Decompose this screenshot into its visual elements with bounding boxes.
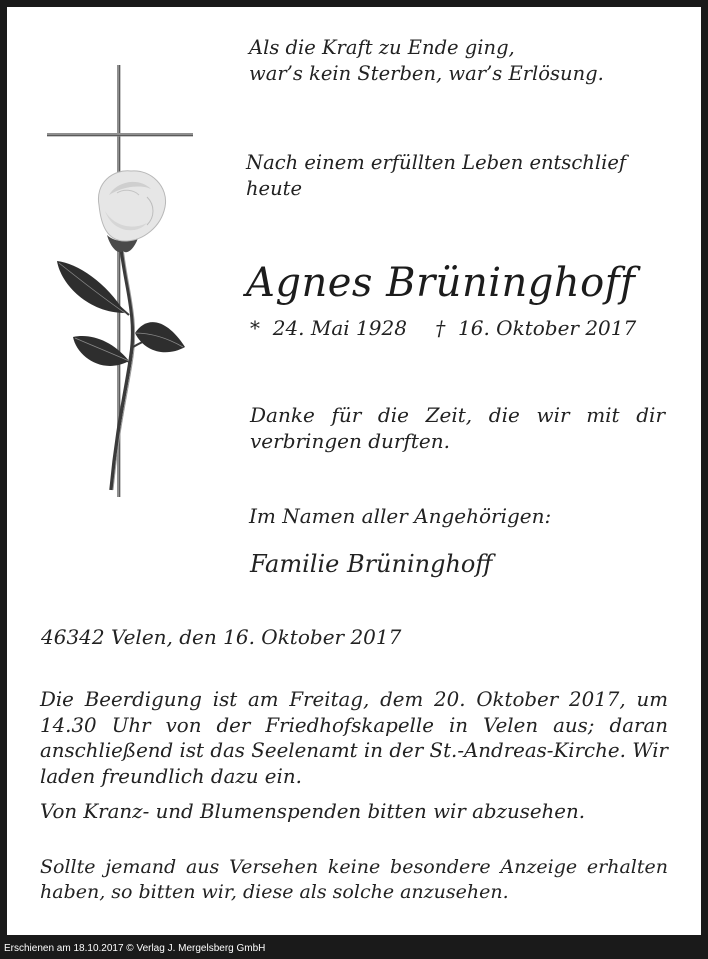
death-symbol: † [435,316,446,340]
death-date: 16. Oktober 2017 [458,316,637,340]
funeral-info: Die Beerdigung ist am Freitag, dem 20. Oktober 2017, um 14.30 Uhr von der Friedhofskapelle in Velen aus; daran anschließend ist das Seelenamt in der St.-Andreas-Kirche. Wir laden freundlich dazu ein. [40,688,668,788]
quote-line-2: war’s kein Sterben, war’s Erlösung. [249,62,604,85]
deceased-name: Agnes Brüninghoff [246,260,636,306]
intro-line-1: Nach einem erfüllten Leben entschlief [246,151,627,174]
cross-rose-emblem [47,65,197,505]
obituary-notice [7,7,701,935]
notice-note: Sollte jemand aus Versehen keine besondere Anzeige erhalten haben, so bitten wir, diese als solche anzusehen. [40,856,668,903]
quote-line-1: Als die Kraft zu Ende ging, [249,36,515,59]
intro-line-2: heute [246,177,303,200]
family-signature: Familie Brüninghoff [250,550,493,578]
rose-icon [57,171,185,490]
on-behalf-text: Im Namen aller Angehörigen: [249,504,552,528]
life-dates [250,315,636,341]
thanks-text: Danke für die Zeit, die wir mit dir verbringen durften. [250,403,665,453]
intro-text [246,150,626,202]
opening-quote [249,35,604,87]
publication-footer: Erschienen am 18.10.2017 © Verlag J. Mergelsberg GmbH [4,943,266,954]
flowers-note: Von Kranz- und Blumenspenden bitten wir abzusehen. [40,800,586,823]
place-date: 46342 Velen, den 16. Oktober 2017 [41,625,402,649]
birth-date: 24. Mai 1928 [272,316,407,340]
birth-symbol: * [250,316,260,340]
